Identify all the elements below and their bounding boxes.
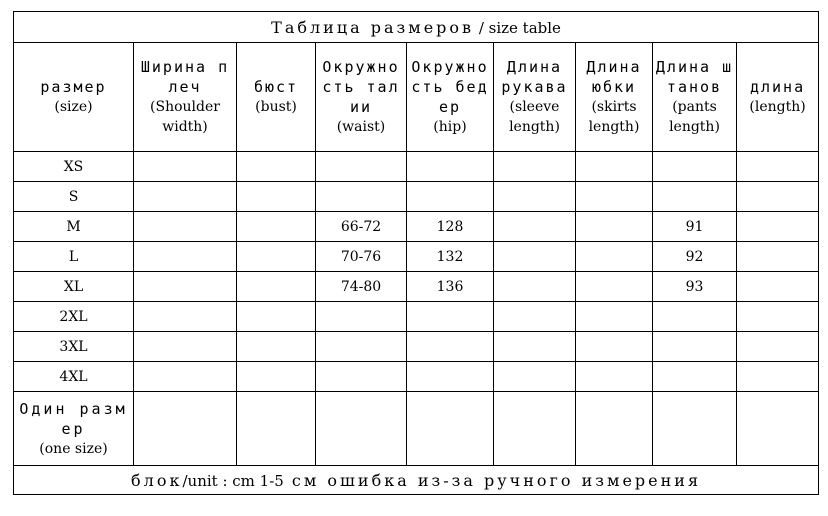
cell-bust bbox=[237, 302, 316, 332]
cell-pants bbox=[653, 182, 737, 212]
table-row bbox=[14, 152, 819, 182]
cell-waist bbox=[316, 362, 407, 392]
header-sleeve-ru: Длина рукава bbox=[501, 58, 568, 96]
table-title-separator: / bbox=[474, 18, 489, 37]
header-waist-en: (waist) bbox=[336, 119, 386, 135]
footer-suffix-ru: см ошибка из-за ручного измерения bbox=[283, 470, 702, 490]
header-shoulder bbox=[134, 43, 237, 152]
cell-pants bbox=[653, 302, 737, 332]
cell-bust bbox=[237, 272, 316, 302]
table-title-en: size table bbox=[488, 18, 561, 37]
table-row bbox=[14, 182, 819, 212]
cell-shoulder bbox=[134, 332, 237, 362]
cell-sleeve bbox=[494, 392, 576, 466]
cell-sleeve bbox=[494, 182, 576, 212]
cell-sleeve bbox=[494, 332, 576, 362]
cell-shoulder bbox=[134, 212, 237, 242]
cell-hip: 136 bbox=[407, 272, 494, 302]
table-row-one-size bbox=[14, 392, 819, 466]
size-table bbox=[13, 11, 819, 495]
cell-bust bbox=[237, 182, 316, 212]
table-row bbox=[14, 362, 819, 392]
cell-pants bbox=[653, 392, 737, 466]
header-sleeve-en: (sleeve length) bbox=[509, 99, 560, 135]
cell-shoulder bbox=[134, 152, 237, 182]
cell-shoulder bbox=[134, 182, 237, 212]
cell-length bbox=[737, 392, 819, 466]
cell-bust bbox=[237, 332, 316, 362]
cell-hip bbox=[407, 302, 494, 332]
header-length-ru: длина bbox=[749, 78, 806, 96]
table-row bbox=[14, 302, 819, 332]
header-length bbox=[737, 43, 819, 152]
cell-length bbox=[737, 272, 819, 302]
cell-skirt bbox=[576, 242, 653, 272]
cell-pants bbox=[653, 332, 737, 362]
size-label: 3XL bbox=[14, 332, 134, 362]
cell-pants: 91 bbox=[653, 212, 737, 242]
cell-pants bbox=[653, 152, 737, 182]
cell-length bbox=[737, 332, 819, 362]
cell-waist bbox=[316, 182, 407, 212]
cell-skirt bbox=[576, 182, 653, 212]
size-label: XL bbox=[14, 272, 134, 302]
cell-sleeve bbox=[494, 242, 576, 272]
cell-waist bbox=[316, 392, 407, 466]
cell-hip bbox=[407, 392, 494, 466]
cell-skirt bbox=[576, 212, 653, 242]
one-size-label-ru: Один размер bbox=[19, 399, 128, 438]
cell-sleeve bbox=[494, 212, 576, 242]
cell-skirt bbox=[576, 272, 653, 302]
cell-shoulder bbox=[134, 362, 237, 392]
cell-hip bbox=[407, 332, 494, 362]
cell-length bbox=[737, 302, 819, 332]
cell-skirt bbox=[576, 302, 653, 332]
header-hip-en: (hip) bbox=[433, 119, 467, 135]
cell-hip bbox=[407, 362, 494, 392]
header-pants-ru: Длина штанов bbox=[655, 58, 734, 96]
size-label: 2XL bbox=[14, 302, 134, 332]
header-length-en: (length) bbox=[749, 99, 806, 115]
cell-hip: 128 bbox=[407, 212, 494, 242]
cell-waist bbox=[316, 302, 407, 332]
cell-bust bbox=[237, 362, 316, 392]
header-row bbox=[14, 43, 819, 152]
table-title bbox=[14, 12, 819, 43]
cell-waist: 70-76 bbox=[316, 242, 407, 272]
cell-hip bbox=[407, 182, 494, 212]
cell-sleeve bbox=[494, 272, 576, 302]
table-row bbox=[14, 272, 819, 302]
cell-hip: 132 bbox=[407, 242, 494, 272]
table-row bbox=[14, 212, 819, 242]
header-size bbox=[14, 43, 134, 152]
cell-waist bbox=[316, 332, 407, 362]
cell-bust bbox=[237, 242, 316, 272]
cell-length bbox=[737, 182, 819, 212]
header-sleeve bbox=[494, 43, 576, 152]
header-shoulder-ru: Ширина плеч bbox=[140, 58, 230, 96]
cell-pants bbox=[653, 362, 737, 392]
cell-pants: 93 bbox=[653, 272, 737, 302]
footer-prefix-ru: блок bbox=[131, 470, 183, 490]
cell-shoulder bbox=[134, 242, 237, 272]
table-row bbox=[14, 332, 819, 362]
cell-length bbox=[737, 212, 819, 242]
header-shoulder-en: (Shoulder width) bbox=[150, 99, 220, 135]
size-label: M bbox=[14, 212, 134, 242]
cell-pants: 92 bbox=[653, 242, 737, 272]
cell-skirt bbox=[576, 362, 653, 392]
header-pants-en: (pants length) bbox=[669, 99, 720, 135]
cell-sleeve bbox=[494, 362, 576, 392]
header-size-ru: размер bbox=[40, 78, 107, 96]
cell-skirt bbox=[576, 332, 653, 362]
one-size-label-en: (one size) bbox=[39, 440, 108, 457]
size-label: S bbox=[14, 182, 134, 212]
cell-skirt bbox=[576, 392, 653, 466]
cell-bust bbox=[237, 212, 316, 242]
header-bust-ru: бюст bbox=[253, 78, 299, 96]
header-size-en: (size) bbox=[54, 99, 93, 115]
header-waist bbox=[316, 43, 407, 152]
table-title-ru: Таблица размеров bbox=[271, 17, 475, 37]
cell-waist: 74-80 bbox=[316, 272, 407, 302]
size-label: L bbox=[14, 242, 134, 272]
one-size-label bbox=[14, 392, 134, 466]
cell-waist: 66-72 bbox=[316, 212, 407, 242]
header-waist-ru: Окружность талии bbox=[322, 58, 400, 116]
cell-sleeve bbox=[494, 152, 576, 182]
table-footer-note bbox=[14, 466, 819, 495]
cell-length bbox=[737, 242, 819, 272]
cell-shoulder bbox=[134, 272, 237, 302]
header-skirt-en: (skirts length) bbox=[588, 99, 640, 135]
footer-unit-en: /unit : cm 1-5 bbox=[182, 471, 284, 490]
header-skirt-ru: Длина юбки bbox=[586, 58, 642, 96]
header-pants bbox=[653, 43, 737, 152]
cell-sleeve bbox=[494, 302, 576, 332]
cell-shoulder bbox=[134, 302, 237, 332]
cell-bust bbox=[237, 392, 316, 466]
cell-bust bbox=[237, 152, 316, 182]
cell-waist bbox=[316, 152, 407, 182]
cell-length bbox=[737, 362, 819, 392]
cell-length bbox=[737, 152, 819, 182]
cell-shoulder bbox=[134, 392, 237, 466]
size-label: XS bbox=[14, 152, 134, 182]
header-bust bbox=[237, 43, 316, 152]
table-row bbox=[14, 242, 819, 272]
cell-hip bbox=[407, 152, 494, 182]
header-hip bbox=[407, 43, 494, 152]
cell-skirt bbox=[576, 152, 653, 182]
header-skirt bbox=[576, 43, 653, 152]
header-hip-ru: Окружность бедер bbox=[411, 58, 489, 116]
size-label: 4XL bbox=[14, 362, 134, 392]
header-bust-en: (bust) bbox=[255, 99, 297, 115]
